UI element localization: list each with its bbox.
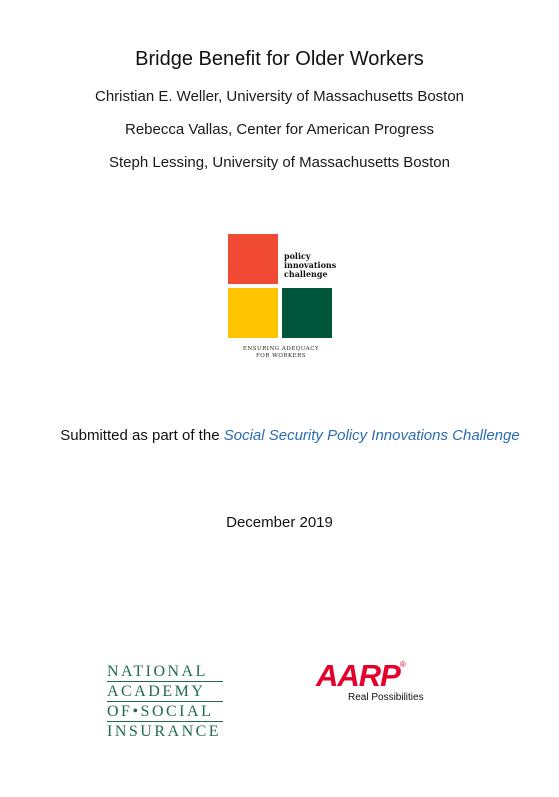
policy-innovations-challenge-logo xyxy=(228,234,338,366)
logo-green-square xyxy=(282,288,332,338)
nasi-logo-line: INSURANCE xyxy=(107,723,222,740)
logo-yellow-square xyxy=(228,288,278,338)
document-date: December 2019 xyxy=(226,514,333,531)
logo-text-line: policy xyxy=(284,251,311,261)
nasi-logo xyxy=(107,663,223,740)
author-3: Steph Lessing, University of Massachusetts Boston xyxy=(108,154,450,171)
nasi-logo-line: NATIONAL xyxy=(107,663,223,682)
logo-tagline-line: FOR WORKERS xyxy=(255,353,307,359)
aarp-registered-mark: ® xyxy=(399,660,406,669)
nasi-logo-line: ACADEMY xyxy=(107,683,223,702)
author-1: Christian E. Weller, University of Massachusetts Boston xyxy=(94,88,465,105)
logo-text-line: innovations xyxy=(284,260,337,270)
logo-text-line: challenge xyxy=(284,269,328,279)
submission-statement xyxy=(60,423,520,449)
aarp-logo xyxy=(316,660,446,703)
document-title: Bridge Benefit for Older Workers xyxy=(135,48,424,70)
submission-prefix: Submitted as part of the xyxy=(60,427,224,444)
logo-tagline-line: ENSURING ADEQUACY xyxy=(242,346,320,352)
logo-wordmark xyxy=(284,252,344,279)
nasi-logo-line: OF•SOCIAL xyxy=(107,703,223,722)
challenge-link[interactable]: Social Security Policy Innovations Challenge xyxy=(223,427,520,444)
aarp-tagline: Real Possibilities xyxy=(348,692,424,703)
logo-red-square xyxy=(228,234,278,284)
aarp-wordmark: AARP xyxy=(316,658,400,693)
logo-tagline xyxy=(222,346,340,360)
author-2: Rebecca Vallas, Center for American Progress xyxy=(124,121,435,138)
